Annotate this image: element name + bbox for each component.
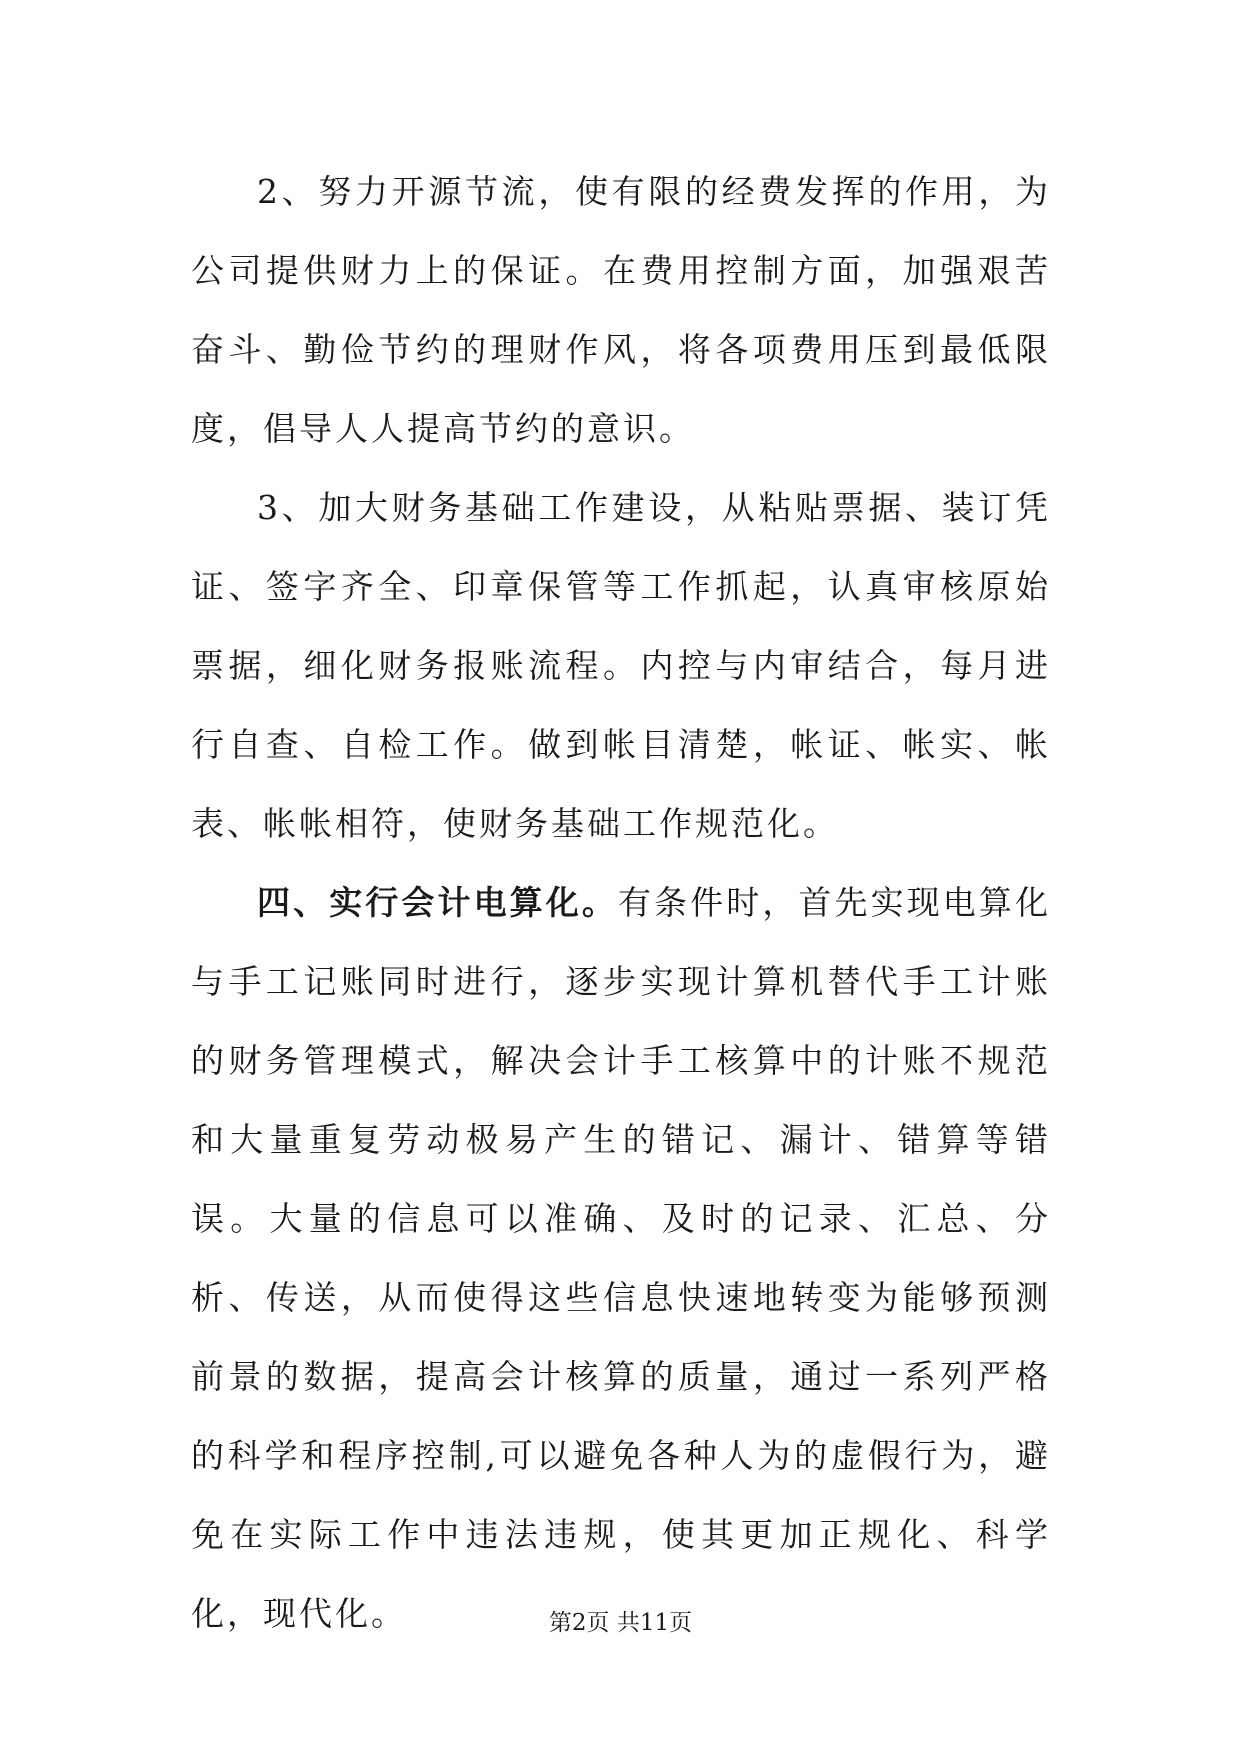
paragraph-text: 2、努力开源节流，使有限的经费发挥的作用，为公司提供财力上的保证。在费用控制方面，加强艰苦奋斗、勤俭节约的理财作风，将各项费用压到最低限度，倡导人人提高节约的意识。: [191, 172, 1051, 448]
paragraph-text: 3、加大财务基础工作建设，从粘贴票据、装订凭证、签字齐全、印章保管等工作抓起，认真审核原始票据，细化财务报账流程。内控与内审结合，每月进行自查、自检工作。做到帐目清楚，帐证、帐实、帐表、帐帐相符，使财务基础工作规范化。: [191, 488, 1051, 843]
paragraph-item-2: [191, 152, 1051, 468]
section-heading: 四、实行会计电算化。: [257, 883, 618, 922]
paragraph-item-4: [191, 863, 1051, 1653]
paragraph-item-3: [191, 468, 1051, 863]
document-body: [191, 152, 1051, 1653]
paragraph-text: 有条件时，首先实现电算化与手工记账同时进行，逐步实现计算机替代手工计账的财务管理模式，解决会计手工核算中的计账不规范和大量重复劳动极易产生的错记、漏计、错算等错误。大量的信息可以准确、及时的记录、汇总、分析、传送，从而使得这些信息快速地转变为能够预测前景的数据，提高会计核算的质量，通过一系列严格的科学和程序控制,可以避免各种人为的虚假行为，避免在实际工作中违法违规，使其更加正规化、科学化，现代化。: [191, 883, 1052, 1633]
page-number-footer: 第2页 共11页: [548, 1610, 693, 1636]
